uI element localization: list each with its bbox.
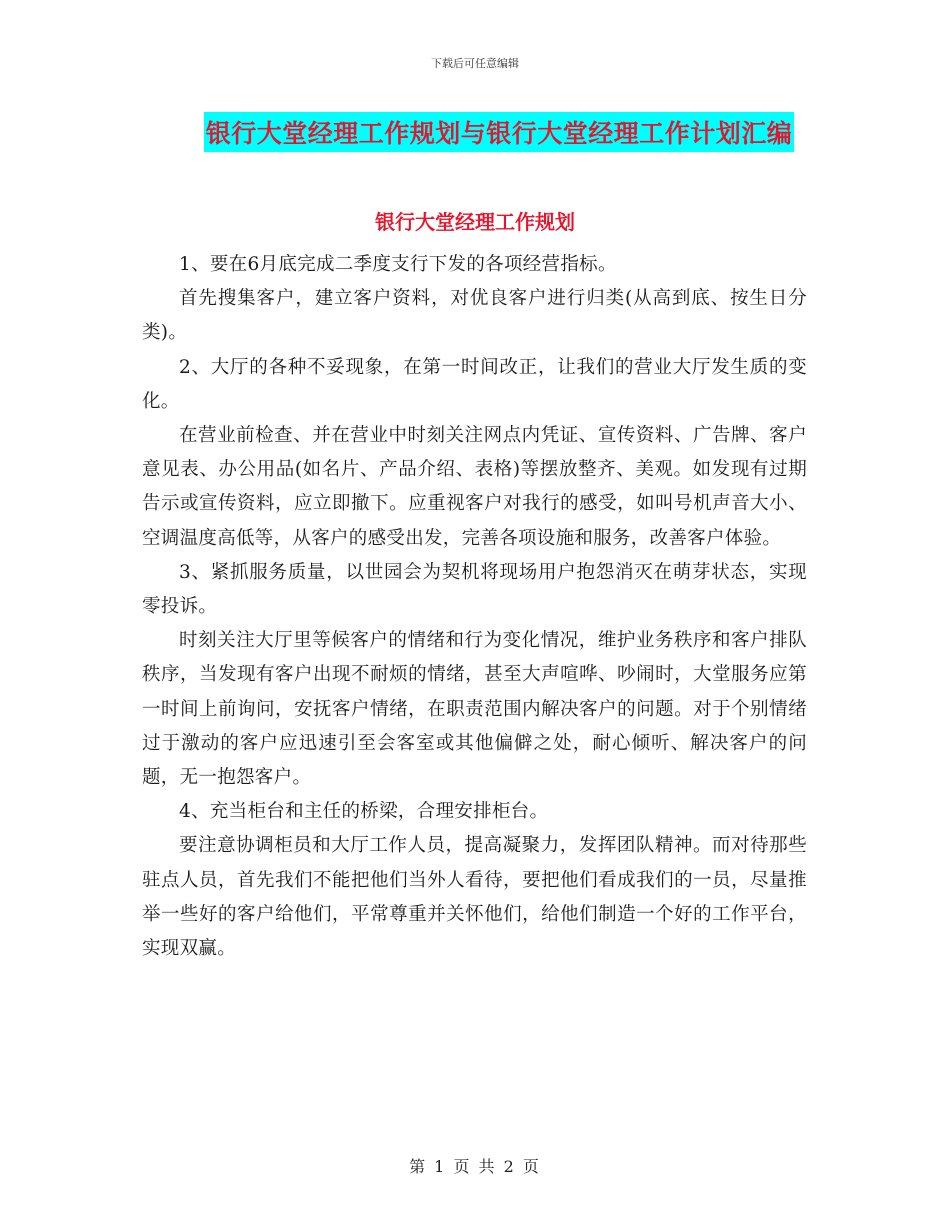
paragraph: 时刻关注大厅里等候客户的情绪和行为变化情况，维护业务秩序和客户排队秩序，当发现有客户出现不耐烦的情绪，甚至大声喧哗、吵闹时，大堂服务应第一时间上前询问，安抚客户情绪，在职责范围内解决客户的问题。对于个别情绪过于激动的客户应迅速引至会客室或其他偏僻之处，耐心倾听、解决客户的问题，无一抱怨客户。 — [142, 630, 807, 789]
paragraph: 2、大厅的各种不妥现象，在第一时间改正，让我们的营业大厅发生质的变化。 — [142, 356, 807, 412]
main-title: 银行大堂经理工作规划与银行大堂经理工作计划汇编 — [204, 112, 795, 152]
paragraph: 3、紧抓服务质量，以世园会为契机将现场用户抱怨消灭在萌芽状态，实现零投诉。 — [142, 561, 807, 618]
paragraph: 1、要在6月底完成二季度支行下发的各项经营指标。 — [179, 254, 617, 275]
document-body — [142, 248, 807, 966]
main-title-wrap — [0, 112, 950, 152]
section-title: 银行大堂经理工作规划 — [375, 210, 575, 234]
paragraph: 在营业前检查、并在营业中时刻关注网点内凭证、宣传资料、广告牌、客户意见表、办公用品(如名片、产品介绍、表格)等摆放整齐、美观。如发现有过期告示或宣传资料，应立即撤下。应重视客户对我行的感受，如叫号机声音大小、空调温度高低等，从客户的感受出发，完善各项设施和服务，改善客户体验。 — [142, 425, 807, 549]
paragraph: 要注意协调柜员和大厅工作人员，提高凝聚力，发挥团队精神。而对待那些驻点人员，首先我们不能把他们当外人看待，要把他们看成我们的一员，尽量推举一些好的客户给他们，平常尊重并关怀他们，给他们制造一个好的工作平台，实现双赢。 — [142, 835, 807, 960]
page-indicator: 第 1 页 共 2 页 — [409, 1157, 541, 1176]
paragraph: 4、充当柜台和主任的桥梁，合理安排柜台。 — [179, 801, 549, 823]
header-note: 下载后可任意编辑 — [431, 57, 519, 70]
paragraph: 首先搜集客户，建立客户资料，对优良客户进行归类(从高到底、按生日分类)。 — [142, 288, 807, 344]
